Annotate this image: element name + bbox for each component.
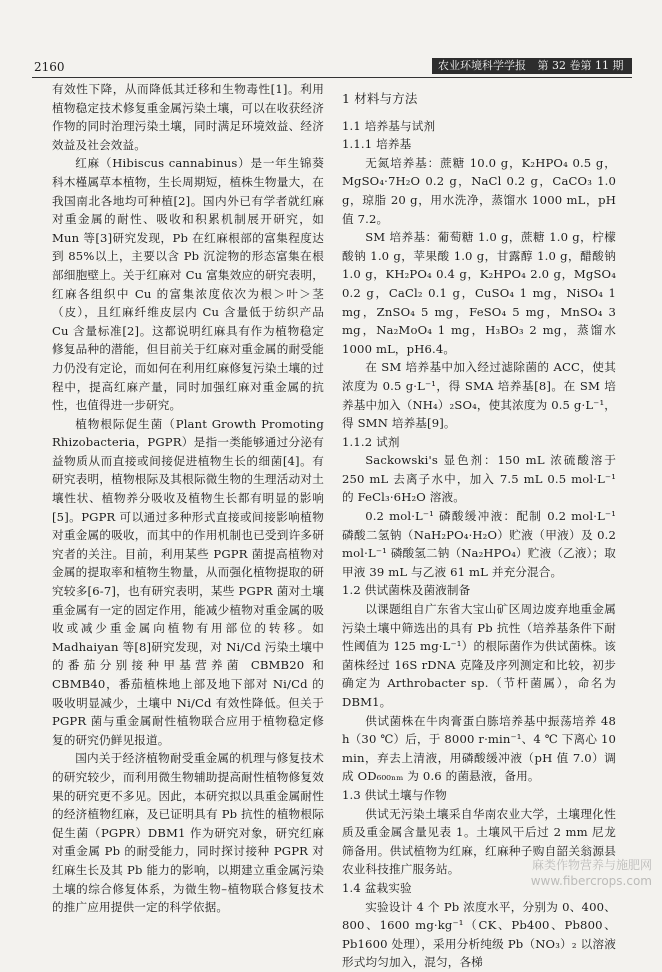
subsection-1-1-1: 1.1.1 培养基 — [342, 137, 412, 152]
journal-volume: 第 32 卷第 11 期 — [537, 59, 624, 72]
page-number: 2160 — [34, 60, 65, 74]
paragraph-buffer: 0.2 mol·L⁻¹ 磷酸缓冲液：配制 0.2 mol·L⁻¹ 磷酸二氢钠（NaH₂PO₄·H₂O）贮液（甲液）及 0.2 mol·L⁻¹ 磷酸氢二钠（Na₂HPO₄）贮液（乙液）；取甲液 39 mL 与乙液 61 mL 并充分混合。 — [342, 509, 616, 579]
section-heading: 1 材料与方法 — [342, 91, 418, 106]
paragraph-reagent: Sackowski's 显色剂：150 mL 浓硫酸溶于 250 mL 去离子水中，加入 7.5 mL 0.5 mol·L⁻¹ 的 FeCl₃·6H₂O 溶液。 — [342, 453, 616, 505]
subsection-1-4: 1.4 盆栽实验 — [342, 880, 412, 895]
watermark — [531, 857, 652, 889]
journal-banner — [432, 58, 632, 74]
watermark-line-1: 麻类作物营养与施肥网 — [531, 858, 652, 872]
header-rule — [32, 77, 632, 78]
left-column — [52, 80, 324, 917]
subsection-1-1-2: 1.1.2 试剂 — [342, 434, 400, 449]
paragraph-sm-medium: SM 培养基：葡萄糖 1.0 g，蔗糖 1.0 g，柠檬酸钠 1.0 g，苹果酸 1.0 g，甘露醇 1.0 g，醋酸钠 1.0 g，KH₂PO₄ 0.4 g，K₂HPO₄ 2.0 g，MgSO₄ 0.2 g，CaCl₂ 0.1 g，CuSO₄ 1 mg，NiSO₄ 1 mg，ZnSO₄ 5 mg，FeSO₄ 5 mg，MnSO₄ 3 mg，Na₂MoO₄ 1 mg，H₃BO₃ 2 mg，蒸馏水 1000 mL，pH6.4。 — [342, 230, 616, 356]
journal-name: 农业环境科学学报 — [438, 59, 526, 72]
paragraph-strain: 以课题组自广东省大宝山矿区周边废弃地重金属污染土壤中筛选出的具有 Pb 抗性（培养基条件下耐性阈值为 125 mg·L⁻¹）的根际菌作为供试菌株。该菌株经过 16S rDNA 克隆及序列测定和比较，初步确定为 Arthrobacter sp.（节杆菌属），命名为 DBM1。 — [342, 602, 616, 709]
subsection-1-3: 1.3 供试土壤与作物 — [342, 787, 447, 802]
paragraph-nitrogen-free-medium: 无氮培养基：蔗糖 10.0 g，K₂HPO₄ 0.5 g，MgSO₄·7H₂O 0.2 g，NaCl 0.2 g，CaCO₃ 1.0 g，琼脂 20 g，用水洗净，蒸馏水 1000 mL，pH 值 7.2。 — [342, 155, 616, 226]
paragraph-pgpr: 植物根际促生菌（Plant Growth Promoting Rhizobacteria，PGPR）是指一类能够通过分泌有益物质从而直接或间接促进植物生长的细菌[4]。有研究表明，植物根际及其根际微生物的生理活动对土壤性状、植物养分吸收及植物生长都有明显的影响[5]。PGPR 可以通过多种形式直接或间接影响植物对重金属的吸收，而其中的作用机制也已受到许多研究者的关注。目前，利用某些 PGPR 菌提高植物对金属的提取率和植物生物量，从而强化植物提取的研究较多[6-7]，也有研究表明，某些 PGPR 菌对土壤重金属有一定的固定作用，能减少植物对重金属的吸收或减少重金属向植物有用部位的转移。如 Madhaiyan 等[8]研究发现，对 Ni/Cd 污染土壤中的番茄分别接种甲基营养菌 CBMB20 和 CBMB40，番茄植株地上部及地下部对 Ni/Cd 的吸收明显减少，土壤中 Ni/Cd 有效性降低。但关于 PGPR 菌与重金属耐性植物联合应用于植物稳定修复的研究仍鲜见报道。 — [52, 416, 324, 747]
paragraph-kenaf: 红麻（Hibiscus cannabinus）是一年生锦葵科木槿属草本植物，生长周期短，植株生物量大，在我国南北各地均可种植[2]。国内外已有学者就红麻对重金属的耐性、吸收和积累机制展开研究，如 Mun 等[3]研究发现，Pb 在红麻根部的富集程度达到 85%以上，主要以含 Pb 沉淀物的形态富集在根部细胞壁上。关于红麻对 Cu 富集效应的研究表明，红麻各组织中 Cu 的富集浓度依次为根＞叶＞茎（皮），且红麻纤维皮层内 Cu 含量低于纺织产品 Cu 含量标准[2]。这都说明红麻具有作为植物稳定修复品种的潜能，但目前关于红麻对重金属的耐受能力仍没有定论，而如何在利用红麻修复污染土壤的过程中，提高红麻产量，同时加强红麻对重金属的抗性，也值得进一步研究。 — [52, 156, 324, 413]
paragraph-pot-experiment: 实验设计 4 个 Pb 浓度水平，分别为 0、400、800、1600 mg·kg⁻¹（CK、Pb400、Pb800、Pb1600 处理），采用分析纯级 Pb（NO₃）₂ 以溶液形式均匀加入，混匀，各梯 — [342, 899, 616, 970]
subsection-1-2: 1.2 供试菌株及菌液制备 — [342, 583, 471, 598]
paragraph-intro-end: 有效性下降，从而降低其迁移和生物毒性[1]。利用植物稳定技术修复重金属污染土壤，可以在收获经济作物的同时治理污染土壤，同时满足环境效益、经济效益及社会效益。 — [52, 82, 324, 152]
subsection-1-1: 1.1 培养基与试剂 — [342, 118, 436, 133]
paragraph-aim: 国内关于经济植物耐受重金属的机理与修复技术的研究较少，而利用微生物辅助提高耐性植物修复效果的研究更不多见。因此，本研究拟以具重金属耐性的经济植物红麻，及已证明具有 Pb 抗性的植物根际促生菌（PGPR）DBM1 作为研究对象，研究红麻对重金属 Pb 的耐受能力，同时探讨接种 PGPR 对红麻生长及其 Pb 能力的影响，以期建立重金属污染土壤的综合修复体系，为微生物–植物联合修复技术的推广应用提供一定的科学依据。 — [52, 751, 324, 915]
paragraph-sma-smn: 在 SM 培养基中加入经过滤除菌的 ACC，使其浓度为 0.5 g·L⁻¹，得 SMA 培养基[8]。在 SM 培养基中加入（NH₄）₂SO₄，使其浓度为 0.5 g·L⁻¹，得 SMN 培养基[9]。 — [342, 360, 616, 431]
paragraph-soil: 供试无污染土壤采自华南农业大学，土壤理化性质及重金属含量见表 1。土壤风干后过 2 mm 尼龙筛备用。供试植物为红麻，红麻种子购自韶关翁源县农业科技推广服务站。 — [342, 806, 616, 877]
right-column — [342, 80, 616, 972]
paragraph-culture: 供试菌株在牛肉膏蛋白胨培养基中振荡培养 48 h（30 ℃）后，于 8000 r·min⁻¹、4 ℃ 下离心 10 min，弃去上清液，用磷酸缓冲液（pH 值 7.0）调成 OD₆₀₀ₙₘ 为 0.6 的菌悬液，备用。 — [342, 713, 616, 784]
watermark-line-2: www.fibercrops.com — [530, 874, 652, 888]
